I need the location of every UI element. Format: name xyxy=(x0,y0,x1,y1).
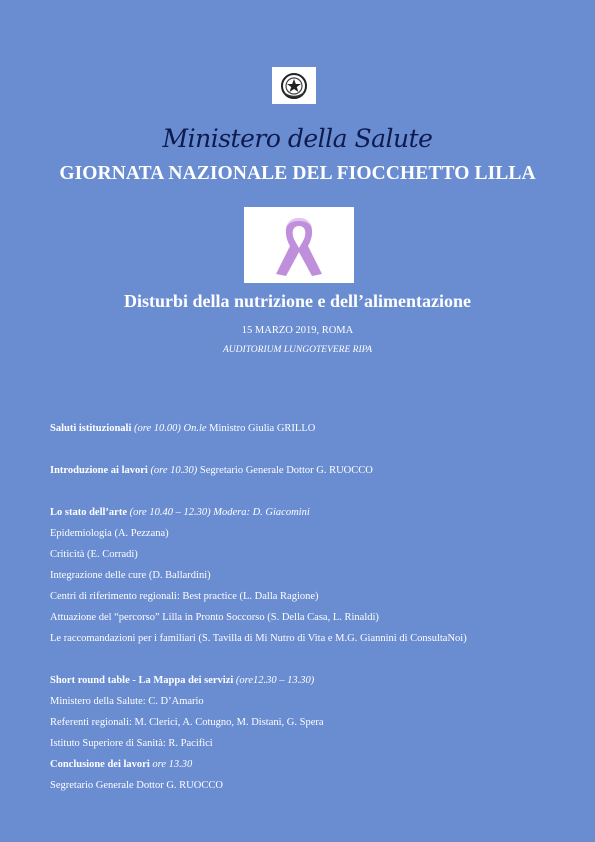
section-time: (ore 10.30) xyxy=(150,465,198,476)
list-item: Epidemiologia (A. Pezzana) xyxy=(50,528,169,539)
page-title: GIORNATA NAZIONALE DEL FIOCCHETTO LILLA xyxy=(59,163,536,184)
section-text: Ministro Giulia GRILLO xyxy=(209,423,316,434)
event-subtitle: Disturbi della nutrizione e dell’alimentazione xyxy=(124,291,471,311)
section-label: Conclusione dei lavori xyxy=(50,759,150,770)
round-heading xyxy=(50,673,570,694)
conclusione-heading xyxy=(50,757,570,778)
section-time: (ore 10.40 – 12.30) Modera: D. Giacomini xyxy=(129,507,310,518)
list-item: Attuazione del “percorso” Lilla in Pronto Soccorso (S. Della Casa, L. Rinaldi) xyxy=(50,612,379,623)
ministry-name: Ministero della Salute xyxy=(162,124,433,153)
list-item: Segretario Generale Dottor G. RUOCCO xyxy=(50,780,223,791)
section-label: Lo stato dell’arte xyxy=(50,507,127,518)
lilac-ribbon-icon xyxy=(264,210,334,280)
section-time: ore 13.30 xyxy=(152,759,193,770)
event-venue: AUDITORIUM LUNGOTEVERE RIPA xyxy=(223,345,372,355)
italian-republic-emblem-icon xyxy=(279,71,309,101)
saluti-line xyxy=(50,421,570,442)
section-text: Segretario Generale Dottor G. RUOCCO xyxy=(199,465,373,476)
stato-heading xyxy=(50,505,570,526)
section-label: Introduzione ai lavori xyxy=(50,465,148,476)
list-item: Integrazione delle cure (D. Ballardini) xyxy=(50,570,211,581)
programme xyxy=(50,421,570,799)
list-item: Le raccomandazioni per i familiari (S. Tavilla di Mi Nutro di Vita e M.G. Giannini di ConsultaNoi) xyxy=(50,633,467,644)
section-time: (ore 10.00) On.le xyxy=(134,423,207,434)
list-item: Ministero della Salute: C. D’Amario xyxy=(50,696,204,707)
list-item: Istituto Superiore di Sanità: R. Pacifici xyxy=(50,738,213,749)
list-item: Centri di riferimento regionali: Best practice (L. Dalla Ragione) xyxy=(50,591,319,602)
ribbon-box xyxy=(244,207,354,283)
section-time: (ore12.30 – 13.30) xyxy=(235,675,315,686)
emblem-box xyxy=(272,67,316,104)
section-label: Short round table - La Mappa dei servizi xyxy=(50,675,234,686)
list-item: Referenti regionali: M. Clerici, A. Cotugno, M. Distani, G. Spera xyxy=(50,717,324,728)
section-label: Saluti istituzionali xyxy=(50,423,132,434)
intro-line xyxy=(50,463,570,484)
list-item: Criticità (E. Corradi) xyxy=(50,549,138,560)
event-date: 15 MARZO 2019, ROMA xyxy=(241,325,354,336)
